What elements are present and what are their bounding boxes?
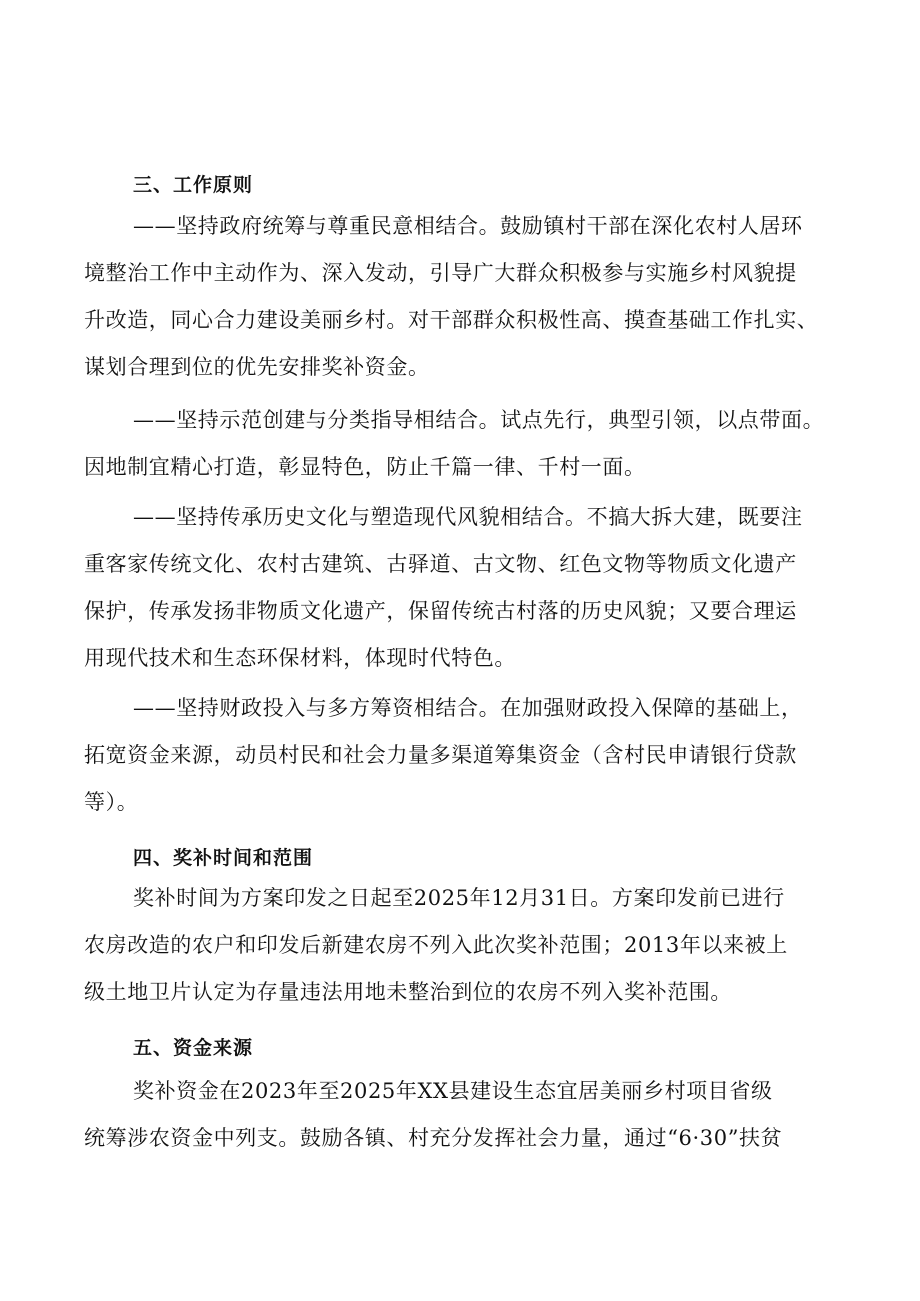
paragraph-line: 等）。: [84, 790, 139, 814]
paragraph-line: ——坚持财政投入与多方筹资相结合。在加强财政投入保障的基础上，: [133, 696, 803, 720]
paragraph-line: 奖补时间为方案印发之日起至2025年12月31日。方案印发前已进行: [133, 886, 785, 910]
paragraph-line: 因地制宜精心打造，彰显特色，防止千篇一律、千村一面。: [84, 455, 646, 479]
paragraph-line: 拓宽资金来源，动员村民和社会力量多渠道筹集资金（含村民申请银行贷款: [84, 743, 797, 767]
paragraph-line: ——坚持传承历史文化与塑造现代风貌相结合。不搞大拆大建，既要注: [133, 505, 803, 529]
paragraph-line: 谋划合理到位的优先安排奖补资金。: [84, 355, 430, 379]
paragraph-line: 奖补资金在2023年至2025年XX县建设生态宜居美丽乡村项目省级: [133, 1079, 773, 1103]
paragraph-line: 统筹涉农资金中列支。鼓励各镇、村充分发挥社会力量，通过“6·30”扶贫: [84, 1126, 783, 1150]
paragraph-line: 重客家传统文化、农村古建筑、古驿道、古文物、红色文物等物质文化遗产: [84, 552, 797, 576]
paragraph-line: ——坚持示范创建与分类指导相结合。试点先行，典型引领，以点带面。: [133, 408, 825, 432]
paragraph-line: 农房改造的农户和印发后新建农房不列入此次奖补范围；2013年以来被上: [84, 933, 788, 957]
section-heading-scope: 四、奖补时间和范围: [133, 847, 314, 869]
paragraph-line: ——坚持政府统筹与尊重民意相结合。鼓励镇村干部在深化农村人居环: [133, 214, 803, 238]
section-heading-principles: 三、工作原则: [133, 174, 254, 196]
paragraph-line: 境整治工作中主动作为、深入发动，引导广大群众积极参与实施乡村风貌提: [84, 261, 797, 285]
paragraph-line: 升改造，同心合力建设美丽乡村。对干部群众积极性高、摸查基础工作扎实、: [84, 308, 819, 332]
paragraph-line: 保护，传承发扬非物质文化遗产，保留传统古村落的历史风貌；又要合理运: [84, 599, 797, 623]
section-heading-funding: 五、资金来源: [133, 1037, 254, 1059]
paragraph-line: 级土地卫片认定为存量违法用地未整治到位的农房不列入奖补范围。: [84, 980, 732, 1004]
paragraph-line: 用现代技术和生态环保材料，体现时代特色。: [84, 646, 516, 670]
